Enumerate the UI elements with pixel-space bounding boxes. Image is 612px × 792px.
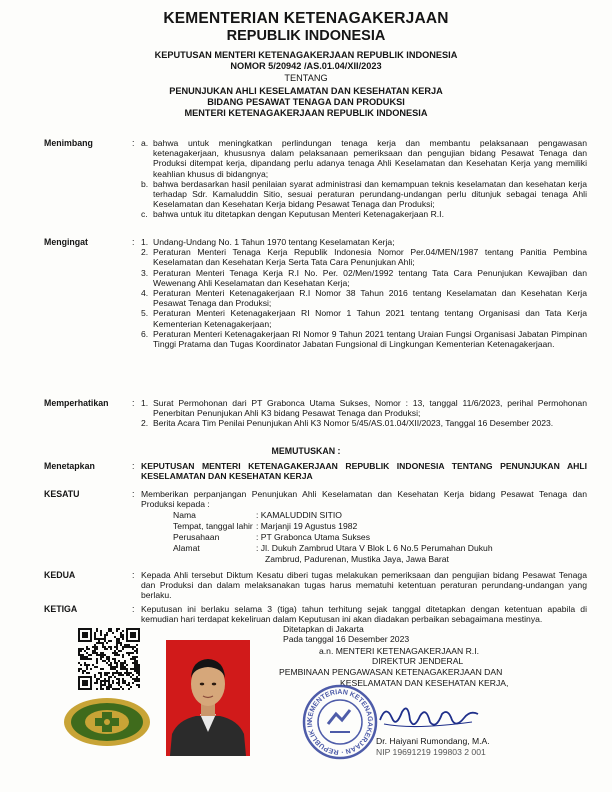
signature-scribble: [374, 700, 484, 734]
mengingat-item: [141, 247, 587, 267]
item-mark: 3.: [141, 267, 149, 278]
kedua-text: Kepada Ahli tersebut Diktum Kesatu diberi tugas melakukan pemeriksaan dan pengujian bidang Pesawat Tenaga dan Produksi dan dalam melaksanakan tugas harus mematuhi ketentuan peraturan perundang-undangan yang berlaku.: [141, 570, 587, 601]
decree-title: KEPUTUSAN MENTERI KETENAGAKERJAAN REPUBLIK INDONESIA: [154, 50, 458, 60]
kedua-label: KEDUA: [44, 570, 76, 580]
ministry-title: KEMENTERIAN KETENAGAKERJAAN: [163, 10, 449, 27]
applicant-photo: [166, 640, 250, 756]
item-mark: 1.: [141, 398, 149, 408]
signature-place: Ditetapkan di Jakarta: [283, 624, 364, 634]
menimbang-list: [141, 138, 587, 220]
field-key: Tempat, tanggal lahir: [173, 521, 253, 531]
signature-dept-2: KESELAMATAN DAN KESEHATAN KERJA,: [340, 678, 509, 688]
field-key: Perusahaan: [173, 532, 220, 542]
stamp-text: KEMENTERIAN KETENAGAKERJAAN · REPUBLIK IN: [306, 688, 374, 756]
mengingat-label: Mengingat: [44, 237, 88, 247]
field-value: : PT Grabonca Utama Sukses: [256, 532, 370, 542]
official-stamp: [302, 684, 378, 760]
menimbang-label: Menimbang: [44, 138, 93, 148]
item-text: Undang-Undang No. 1 Tahun 1970 tentang Keselamatan Kerja;: [153, 237, 395, 247]
ketiga-colon: :: [132, 604, 135, 614]
signatory-name: Dr. Haiyani Rumondang, M.A.: [376, 736, 490, 746]
menetapkan-text: KEPUTUSAN MENTERI KETENAGAKERJAAN REPUBLIK INDONESIA TENTANG PENUNJUKAN AHLI KESELAMATAN DAN KESEHATAN KERJA: [141, 461, 587, 482]
item-text: Peraturan Menteri Tenaga Kerja R.I No. Per. 02/Men/1992 tentang Tata Cara Penunjukan Kewajiban dan Wewenang Ahli Keselamatan dan Kesehatan Kerja;: [153, 267, 587, 288]
mengingat-list: [141, 237, 587, 349]
kesatu-colon: :: [132, 489, 135, 499]
item-mark: 6.: [141, 328, 149, 339]
item-mark: 5.: [141, 308, 149, 319]
ketiga-label: KETIGA: [44, 604, 78, 614]
item-text: bahwa berdasarkan hasil penilaian syarat administrasi dan kemampuan teknis keselamatan dan kesehatan kerja terhadap Sdr. Kamaluddin Sitio, sesuai peraturan perundang-undangan perlu ditunjuk sebagai tenaga Ahli Keselamatan dan Kesehatan Kerja bidang Pesawat Tenaga dan Produksi;: [153, 178, 587, 210]
item-mark: 2.: [141, 418, 149, 429]
mengingat-item: [141, 308, 587, 328]
field-key: Alamat: [173, 543, 200, 553]
menimbang-item: [141, 209, 587, 219]
memperhatikan-colon: :: [132, 398, 135, 408]
item-text: bahwa untuk meningkatkan perlindungan tenaga kerja dan membantu pelaksanaan pengawasan ketenagakerjaan, khususnya dalam pelaksanaan pemeriksaan dan pengujian bidang Pesawat Tenaga dan Produksi ditempat kerja, dipandang perlu adanya tenaga Ahli Keselamatan dan Kesehatan Kerja yang memiliki keahlian khusus di bidangnya;: [153, 138, 587, 179]
menimbang-item: [141, 179, 587, 210]
qr-code: [78, 628, 140, 690]
field-value: : Marjanji 19 Agustus 1982: [256, 521, 358, 531]
signatory-nip: NIP 19691219 199803 2 001: [376, 747, 486, 757]
person-silhouette: [166, 640, 250, 756]
qr-code-graphic: [78, 628, 140, 690]
item-text: Berita Acara Tim Penilai Penunjukan Ahli K3 Nomor 5/45/AS.01.04/XII/2023, Tanggal 16 Desember 2023.: [153, 418, 554, 429]
menimbang-item: [141, 138, 587, 179]
item-mark: c.: [141, 209, 148, 220]
item-mark: 2.: [141, 247, 149, 258]
field-value: : Jl. Dukuh Zambrud Utara V Blok L 6 No.5 Perumahan Dukuh: [256, 543, 493, 553]
decree-number: NOMOR 5/20942 /AS.01.04/XII/2023: [230, 61, 382, 71]
memperhatikan-list: [141, 398, 587, 429]
field-key: Nama: [173, 510, 196, 520]
mengingat-colon: :: [132, 237, 135, 247]
ketiga-text: Keputusan ini berlaku selama 3 (tiga) tahun terhitung sejak tanggal ditetapkan dengan ketentuan apabila di kemudian hari terdapat kekeliruan dalam Keputusan ini akan diadakan perbaikan sebagaimana mestinya.: [141, 604, 587, 625]
menetapkan-label: Menetapkan: [44, 461, 95, 471]
kesatu-label: KESATU: [44, 489, 80, 499]
item-mark: b.: [141, 178, 149, 189]
item-text: Peraturan Menteri Ketenagakerjaan RI Nomor 1 Tahun 2021 tentang tentang Organisasi dan Tata Kerja Kementerian Ketenagakerjaan;: [153, 308, 587, 329]
about-label: TENTANG: [284, 73, 328, 83]
item-text: Peraturan Menteri Tenaga Kerja Republik Indonesia Nomor Per.04/MEN/1987 tentang Panitia Pembina Keselamatan dan Kesehatan Kerja Serta Tata Cara Penunjukan Ahli;: [153, 247, 587, 268]
republic-title: REPUBLIK INDONESIA: [226, 28, 386, 44]
mengingat-item: [141, 288, 587, 308]
subject-line-1: PENUNJUKAN AHLI KESELAMATAN DAN KESEHATAN KERJA: [169, 86, 443, 96]
mengingat-item: [141, 329, 587, 349]
item-mark: 1.: [141, 237, 149, 247]
memperhatikan-label: Memperhatikan: [44, 398, 109, 408]
item-text: bahwa untuk itu ditetapkan dengan Keputusan Menteri Ketenagakerjaan R.I.: [153, 209, 444, 220]
signature-on-behalf: a.n. MENTERI KETENAGAKERJAAN R.I.: [319, 646, 479, 656]
memperhatikan-item: [141, 418, 587, 428]
memperhatikan-item: [141, 398, 587, 418]
item-text: Peraturan Menteri Ketenagakerjaan R.I Nomor 38 Tahun 2016 tentang Keselamatan dan Kesehatan Kerja Pesawat Tenaga dan Produksi;: [153, 288, 587, 309]
field-value: : KAMALUDDIN SITIO: [256, 510, 342, 520]
item-mark: a.: [141, 138, 149, 148]
mengingat-item: [141, 268, 587, 288]
subject-line-2: BIDANG PESAWAT TENAGA DAN PRODUKSI: [207, 97, 405, 107]
memutuskan-heading: MEMUTUSKAN :: [271, 446, 341, 456]
signature-date: Pada tanggal 16 Desember 2023: [283, 634, 410, 644]
handwritten-signature: [374, 700, 484, 734]
ministry-emblem: [62, 696, 152, 748]
emblem-icon: [62, 696, 152, 748]
signature-dept-1: PEMBINAAN PENGAWASAN KETENAGAKERJAAN DAN: [279, 667, 503, 677]
item-text: Surat Permohonan dari PT Grabonca Utama Sukses, Nomor : 13, tanggal 11/6/2023, perihal Permohonan Penerbitan Penunjukan Ahli K3 bidang Pesawat Tenaga dan Produksi;: [153, 398, 587, 419]
kesatu-text: Memberikan perpanjangan Penunjukan Ahli Keselamatan dan Kesehatan Kerja bidang Pesawat Tenaga dan Produksi kepada :: [141, 489, 587, 510]
menetapkan-colon: :: [132, 461, 135, 471]
mengingat-item: [141, 237, 587, 247]
signature-director: DIREKTUR JENDERAL: [372, 656, 464, 666]
item-text: Peraturan Menteri Ketenagakerjaan RI Nomor 9 Tahun 2021 tentang Uraian Fungsi Organisasi Jabatan Pimpinan Tinggi Pratama dan Tugas Koordinator Jabatan Fungsional di Lingkungan Kementerian Ketenagakerjaan.: [153, 328, 587, 350]
stamp-icon: [302, 684, 378, 760]
item-mark: 4.: [141, 288, 149, 299]
address-line-2: Zambrud, Padurenan, Mustika Jaya, Jawa Barat: [265, 554, 449, 564]
menimbang-colon: :: [132, 138, 135, 148]
kedua-colon: :: [132, 570, 135, 580]
subject-line-3: MENTERI KETENAGAKERJAAN REPUBLIK INDONESIA: [184, 108, 428, 118]
